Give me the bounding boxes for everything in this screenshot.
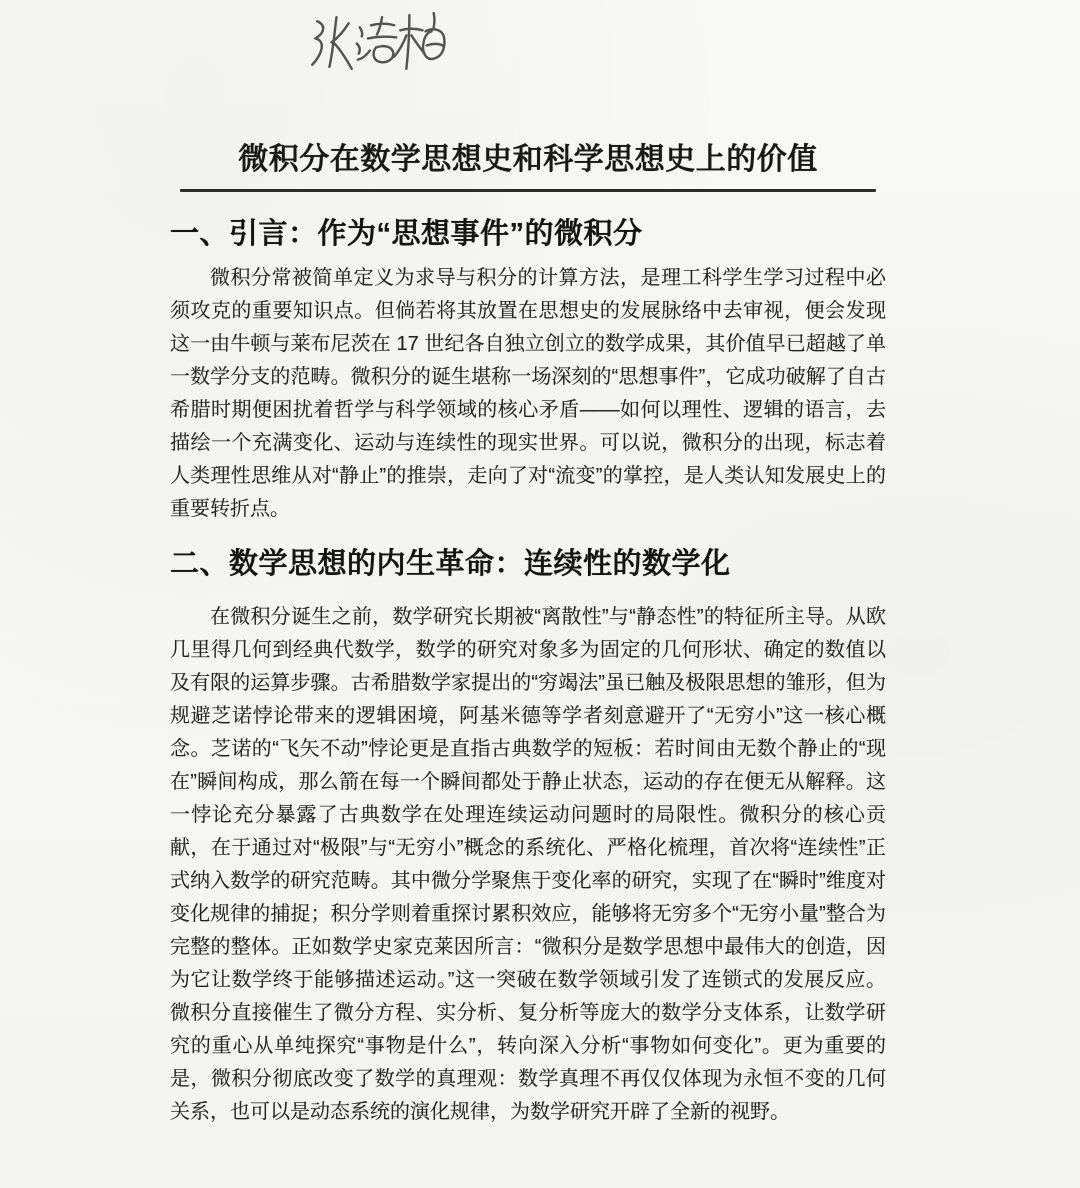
document-title: 微积分在数学思想史和科学思想史上的价值 — [238, 143, 818, 176]
document-body — [170, 0, 886, 1129]
section-2-heading: 二、数学思想的内生革命：连续性的数学化 — [170, 548, 731, 580]
section-1-paragraph: 微积分常被简单定义为求导与积分的计算方法，是理工科学生学习过程中必须攻克的重要知识点。但倘若将其放置在思想史的发展脉络中去审视，便会发现这一由牛顿与莱布尼茨在 17 世纪各自独立创立的数学成果，其价值早已超越了单一数学分支的范畴。微积分的诞生堪称一场深刻的“思想事件”，它成功破解了自古希腊时期便困扰着哲学与科学领域的核心矛盾——如何以理性、逻辑的语言，去描绘一个充满变化、运动与连续性的现实世界。可以说，微积分的出现，标志着人类理性思维从对“静止”的推崇，走向了对“流变”的掌控，是人类认知发展史上的重要转折点。 — [170, 267, 886, 520]
section-1-heading: 一、引言：作为“思想事件”的微积分 — [170, 218, 643, 250]
title-underline — [180, 189, 876, 192]
section-2-paragraph: 在微积分诞生之前，数学研究长期被“离散性”与“静态性”的特征所主导。从欧几里得几何到经典代数学，数学的研究对象多为固定的几何形状、确定的数值以及有限的运算步骤。古希腊数学家提出的“穷竭法”虽已触及极限思想的雏形，但为规避芝诺悖论带来的逻辑困境，阿基米德等学者刻意避开了“无穷小”这一核心概念。芝诺的“飞矢不动”悖论更是直指古典数学的短板：若时间由无数个静止的“现在”瞬间构成，那么箭在每一个瞬间都处于静止状态，运动的存在便无从解释。这一悖论充分暴露了古典数学在处理连续运动问题时的局限性。微积分的核心贡献，在于通过对“极限”与“无穷小”概念的系统化、严格化梳理，首次将“连续性”正式纳入数学的研究范畴。其中微分学聚焦于变化率的研究，实现了在“瞬时”维度对变化规律的捕捉；积分学则着重探讨累积效应，能够将无穷多个“无穷小量”整合为完整的整体。正如数学史家克莱因所言：“微积分是数学思想中最伟大的创造，因为它让数学终于能够描述运动。”这一突破在数学领域引发了连锁式的发展反应。微积分直接催生了微分方程、实分析、复分析等庞大的数学分支体系，让数学研究的重心从单纯探究“事物是什么”，转向深入分析“事物如何变化”。更为重要的是，微积分彻底改变了数学的真理观：数学真理不再仅仅体现为永恒不变的几何关系，也可以是动态系统的演化规律，为数学研究开辟了全新的视野。 — [170, 606, 886, 1123]
